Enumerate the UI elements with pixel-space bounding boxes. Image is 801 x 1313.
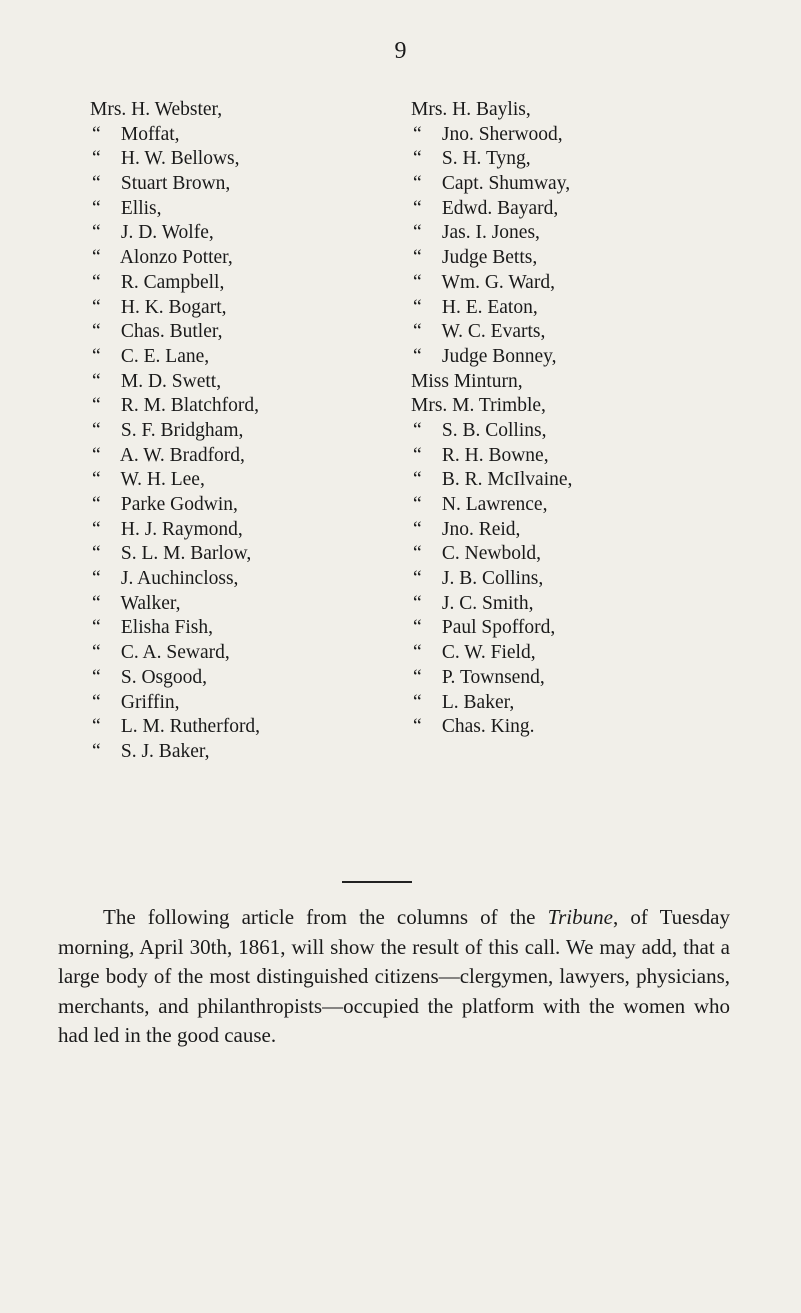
person-name: M. D. Swett, — [120, 370, 222, 392]
person-name: C. E. Lane, — [120, 345, 210, 367]
name-entry — [90, 345, 260, 370]
person-name: Chas. King. — [441, 716, 535, 738]
person-name: N. Lawrence, — [441, 494, 548, 515]
person-name: Wm. G. Ward, — [441, 271, 555, 293]
ditto-mark: “ — [92, 197, 101, 219]
ditto-mark: “ — [92, 691, 101, 713]
article-text-before: The following article from the columns of the — [103, 905, 548, 929]
person-name: Parke Godwin, — [120, 494, 238, 515]
ditto-mark: “ — [92, 345, 101, 367]
person-name: Ellis, — [120, 197, 162, 219]
name-entry — [411, 296, 572, 321]
name-entry — [90, 493, 260, 518]
person-name: H. Webster, — [131, 99, 223, 120]
name-entry — [411, 394, 572, 419]
ditto-mark: “ — [92, 395, 101, 417]
name-entry — [411, 419, 572, 444]
page-number: 9 — [394, 38, 407, 64]
ditto-mark: “ — [92, 419, 101, 441]
name-entry — [411, 197, 572, 222]
ditto-mark: “ — [413, 691, 422, 713]
name-entry — [411, 518, 572, 543]
ditto-mark: “ — [413, 321, 422, 343]
ditto-mark: “ — [92, 173, 101, 195]
name-entry — [90, 172, 260, 197]
name-entry — [90, 246, 260, 271]
ditto-mark: “ — [413, 494, 422, 515]
person-name: H. W. Bellows, — [120, 148, 240, 170]
name-entry — [90, 542, 260, 567]
person-name: Capt. Shumway, — [441, 173, 571, 195]
ditto-mark: “ — [413, 222, 422, 244]
name-entry — [411, 666, 572, 691]
person-name: Jno. Sherwood, — [441, 123, 563, 145]
person-name: S. J. Baker, — [120, 740, 210, 762]
ditto-mark: “ — [413, 518, 422, 540]
person-name: Walker, — [120, 592, 181, 614]
name-entry — [90, 518, 260, 543]
person-name: C. W. Field, — [441, 642, 536, 664]
ditto-mark: “ — [92, 568, 101, 590]
person-name: H. Baylis, — [452, 99, 531, 120]
ditto-mark: “ — [92, 543, 101, 565]
names-list-left — [90, 98, 260, 765]
person-name: J. Auchincloss, — [120, 568, 239, 590]
ditto-mark: “ — [92, 271, 101, 293]
person-name: P. Townsend, — [441, 666, 545, 688]
title-prefix: Mrs. — [411, 395, 448, 417]
title-prefix: Mrs. — [90, 99, 127, 120]
person-name: J. C. Smith, — [441, 592, 534, 614]
name-entry — [411, 592, 572, 617]
ditto-mark: “ — [92, 370, 101, 392]
person-name: Judge Bonney, — [441, 345, 557, 367]
name-entry — [411, 123, 572, 148]
name-entry — [90, 98, 260, 123]
name-entry — [411, 641, 572, 666]
name-entry — [411, 320, 572, 345]
ditto-mark: “ — [92, 494, 101, 515]
ditto-mark: “ — [413, 617, 422, 639]
name-entry — [90, 296, 260, 321]
person-name: A. W. Bradford, — [119, 444, 245, 466]
person-name: S. H. Tyng, — [441, 148, 531, 170]
article-text-after: , of Tuesday morning, April 30th, 1861, will show the result of this call. We may add, that a large body of the most distinguished citizens—clergymen, lawyers, physicians, merchants, and philanthropists—occupied the platform with the women who had led in the good cause. — [58, 905, 730, 1047]
ditto-mark: “ — [413, 197, 422, 219]
ditto-mark: “ — [92, 740, 101, 762]
person-name: S. B. Collins, — [441, 419, 547, 441]
ditto-mark: “ — [92, 296, 101, 318]
ditto-mark: “ — [92, 222, 101, 244]
name-entry — [411, 616, 572, 641]
name-entry — [90, 320, 260, 345]
ditto-mark: “ — [413, 247, 422, 269]
person-name: B. R. McIlvaine, — [441, 469, 573, 491]
person-name: Judge Betts, — [441, 247, 538, 269]
name-entry — [90, 419, 260, 444]
ditto-mark: “ — [413, 666, 422, 688]
person-name: C. A. Seward, — [120, 642, 230, 664]
person-name: H. K. Bogart, — [120, 296, 227, 318]
ditto-mark: “ — [413, 419, 422, 441]
person-name: L. Baker, — [441, 691, 515, 713]
name-entry — [411, 271, 572, 296]
name-entry — [90, 197, 260, 222]
ditto-mark: “ — [92, 247, 101, 269]
ditto-mark: “ — [92, 666, 101, 688]
title-prefix: Miss — [411, 370, 449, 392]
name-entry — [90, 394, 260, 419]
ditto-mark: “ — [92, 642, 101, 664]
names-list-right — [411, 98, 572, 740]
ditto-mark: “ — [413, 345, 422, 367]
name-entry — [411, 172, 572, 197]
name-entry — [90, 592, 260, 617]
ditto-mark: “ — [413, 444, 422, 466]
person-name: W. H. Lee, — [120, 469, 205, 491]
ditto-mark: “ — [92, 123, 101, 145]
ditto-mark: “ — [413, 271, 422, 293]
ditto-mark: “ — [92, 444, 101, 466]
name-entry — [411, 246, 572, 271]
person-name: Stuart Brown, — [120, 173, 231, 195]
name-entry — [90, 567, 260, 592]
person-name: J. D. Wolfe, — [120, 222, 214, 244]
person-name: S. L. M. Barlow, — [120, 543, 252, 565]
name-entry — [90, 691, 260, 716]
ditto-mark: “ — [413, 469, 422, 491]
name-entry — [90, 616, 260, 641]
name-entry — [411, 370, 572, 395]
person-name: M. Trimble, — [452, 395, 546, 417]
person-name: Jas. I. Jones, — [441, 222, 540, 244]
title-prefix: Mrs. — [411, 99, 448, 120]
name-entry — [90, 740, 260, 765]
name-entry — [90, 271, 260, 296]
ditto-mark: “ — [413, 123, 422, 145]
ditto-mark: “ — [92, 321, 101, 343]
person-name: R. H. Bowne, — [441, 444, 549, 466]
person-name: Griffin, — [120, 691, 180, 713]
section-divider — [342, 881, 412, 883]
name-entry — [90, 641, 260, 666]
name-entry — [411, 221, 572, 246]
person-name: S. F. Bridgham, — [120, 419, 244, 441]
person-name: Edwd. Bayard, — [441, 197, 559, 219]
ditto-mark: “ — [92, 617, 101, 639]
ditto-mark: “ — [413, 148, 422, 170]
person-name: Elisha Fish, — [120, 617, 213, 639]
name-entry — [90, 444, 260, 469]
name-entry — [411, 715, 572, 740]
person-name: Minturn, — [453, 370, 523, 392]
person-name: H. E. Eaton, — [441, 296, 538, 318]
person-name: H. J. Raymond, — [120, 518, 243, 540]
name-entry — [90, 715, 260, 740]
person-name: R. Campbell, — [120, 271, 225, 293]
ditto-mark: “ — [413, 296, 422, 318]
name-entry — [411, 345, 572, 370]
newspaper-title: Tribune — [547, 905, 613, 929]
person-name: L. M. Rutherford, — [120, 716, 261, 738]
name-entry — [90, 147, 260, 172]
person-name: J. B. Collins, — [441, 568, 544, 590]
ditto-mark: “ — [413, 173, 422, 195]
article-paragraph — [58, 903, 730, 1051]
ditto-mark: “ — [413, 716, 422, 738]
person-name: Paul Spofford, — [441, 617, 556, 639]
name-entry — [411, 147, 572, 172]
name-entry — [411, 691, 572, 716]
name-entry — [90, 370, 260, 395]
ditto-mark: “ — [92, 518, 101, 540]
ditto-mark: “ — [92, 592, 101, 614]
name-entry — [90, 468, 260, 493]
ditto-mark: “ — [92, 469, 101, 491]
ditto-mark: “ — [92, 716, 101, 738]
person-name: W. C. Evarts, — [441, 321, 546, 343]
person-name: R. M. Blatchford, — [120, 395, 259, 417]
name-entry — [411, 567, 572, 592]
person-name: Jno. Reid, — [441, 518, 521, 540]
person-name: Alonzo Potter, — [119, 247, 233, 269]
ditto-mark: “ — [413, 543, 422, 565]
ditto-mark: “ — [413, 568, 422, 590]
name-entry — [411, 444, 572, 469]
name-entry — [90, 221, 260, 246]
ditto-mark: “ — [413, 642, 422, 664]
name-entry — [90, 666, 260, 691]
person-name: C. Newbold, — [441, 543, 541, 565]
ditto-mark: “ — [92, 148, 101, 170]
person-name: S. Osgood, — [120, 666, 208, 688]
name-entry — [411, 542, 572, 567]
ditto-mark: “ — [413, 592, 422, 614]
name-entry — [411, 98, 572, 123]
person-name: Chas. Butler, — [120, 321, 223, 343]
name-entry — [411, 493, 572, 518]
name-entry — [90, 123, 260, 148]
person-name: Moffat, — [120, 123, 180, 145]
name-entry — [411, 468, 572, 493]
